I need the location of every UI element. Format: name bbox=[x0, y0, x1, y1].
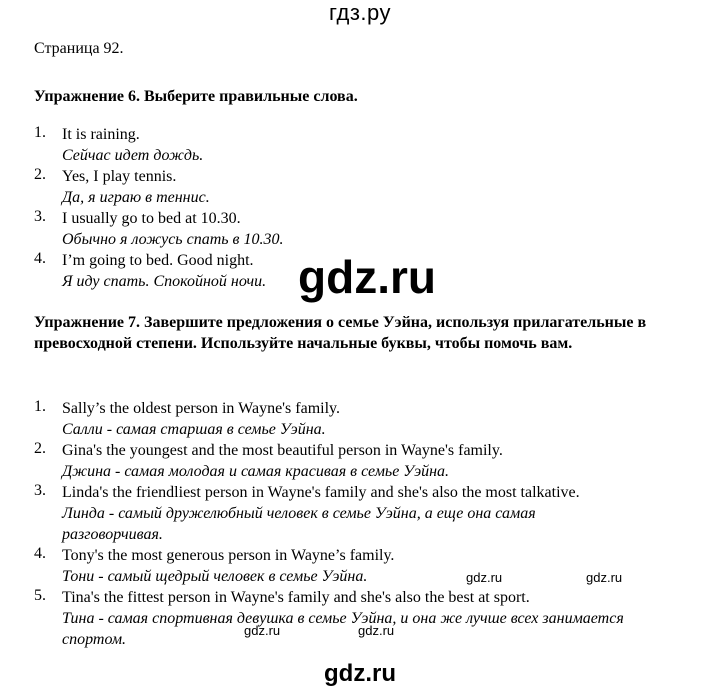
watermark-small: gdz.ru bbox=[244, 623, 281, 638]
item-number: 4. bbox=[34, 545, 46, 562]
list-item bbox=[34, 398, 642, 440]
page-label: Страница 92. bbox=[34, 40, 124, 57]
english-answer: Yes, I play tennis. bbox=[62, 168, 177, 185]
exercise-7-title: Упражнение 7. Завершите предложения о семье Уэйна, используя прилагательные в превосходной степени. Используйте начальные буквы, чтобы помочь вам. bbox=[34, 314, 647, 352]
watermark-small: gdz.ru bbox=[466, 570, 503, 585]
english-answer: Gina's the youngest and the most beautiful person in Wayne's family. bbox=[62, 442, 503, 459]
russian-translation: Да, я играю в теннис. bbox=[62, 189, 210, 206]
russian-translation: Салли - самая старшая в семье Уэйна. bbox=[62, 421, 326, 438]
item-number: 5. bbox=[34, 587, 46, 604]
watermark-small: gdz.ru bbox=[358, 623, 395, 638]
english-answer: I usually go to bed at 10.30. bbox=[62, 210, 241, 227]
item-number: 2. bbox=[34, 166, 46, 183]
exercise-6-title: Упражнение 6. Выберите правильные слова. bbox=[34, 88, 358, 105]
watermark-footer: gdz.ru bbox=[324, 660, 396, 687]
site-header[interactable]: гдз.ру bbox=[328, 0, 392, 25]
english-answer: Tony's the most generous person in Wayne’s family. bbox=[62, 547, 395, 564]
russian-translation: Тони - самый щедрый человек в семье Уэйна. bbox=[62, 568, 368, 585]
item-number: 3. bbox=[34, 482, 46, 499]
exercise-6-list bbox=[34, 124, 283, 292]
list-item bbox=[34, 208, 283, 250]
english-answer: I’m going to bed. Good night. bbox=[62, 252, 254, 269]
item-number: 4. bbox=[34, 250, 46, 267]
watermark-logo: gdz.ru bbox=[294, 251, 440, 303]
english-answer: Sally’s the oldest person in Wayne's family. bbox=[62, 400, 340, 417]
list-item bbox=[34, 250, 283, 292]
russian-translation: Обычно я ложусь спать в 10.30. bbox=[62, 231, 284, 248]
list-item bbox=[34, 587, 642, 650]
item-number: 3. bbox=[34, 208, 46, 225]
russian-translation: Тина - самая спортивная девушка в семье Уэйна, и она же лучше всех занимается спортом. bbox=[62, 610, 624, 648]
list-item bbox=[34, 440, 642, 482]
russian-translation: Я иду спать. Спокойной ночи. bbox=[62, 273, 267, 290]
list-item bbox=[34, 166, 283, 208]
list-item bbox=[34, 545, 642, 587]
list-item bbox=[34, 482, 642, 545]
english-answer: Linda's the friendliest person in Wayne's family and she's also the most talkative. bbox=[62, 484, 580, 501]
item-number: 1. bbox=[34, 124, 46, 141]
item-number: 1. bbox=[34, 398, 46, 415]
exercise-7-list bbox=[34, 398, 642, 650]
item-number: 2. bbox=[34, 440, 46, 457]
russian-translation: Сейчас идет дождь. bbox=[62, 147, 204, 164]
english-answer: Tina's the fittest person in Wayne's family and she's also the best at sport. bbox=[62, 589, 530, 606]
watermark-small: gdz.ru bbox=[586, 570, 623, 585]
english-answer: It is raining. bbox=[62, 126, 140, 143]
list-item bbox=[34, 124, 283, 166]
russian-translation: Джина - самая молодая и самая красивая в семье Уэйна. bbox=[62, 463, 450, 480]
russian-translation: Линда - самый дружелюбный человек в семье Уэйна, а еще она самая разговорчивая. bbox=[62, 505, 536, 543]
